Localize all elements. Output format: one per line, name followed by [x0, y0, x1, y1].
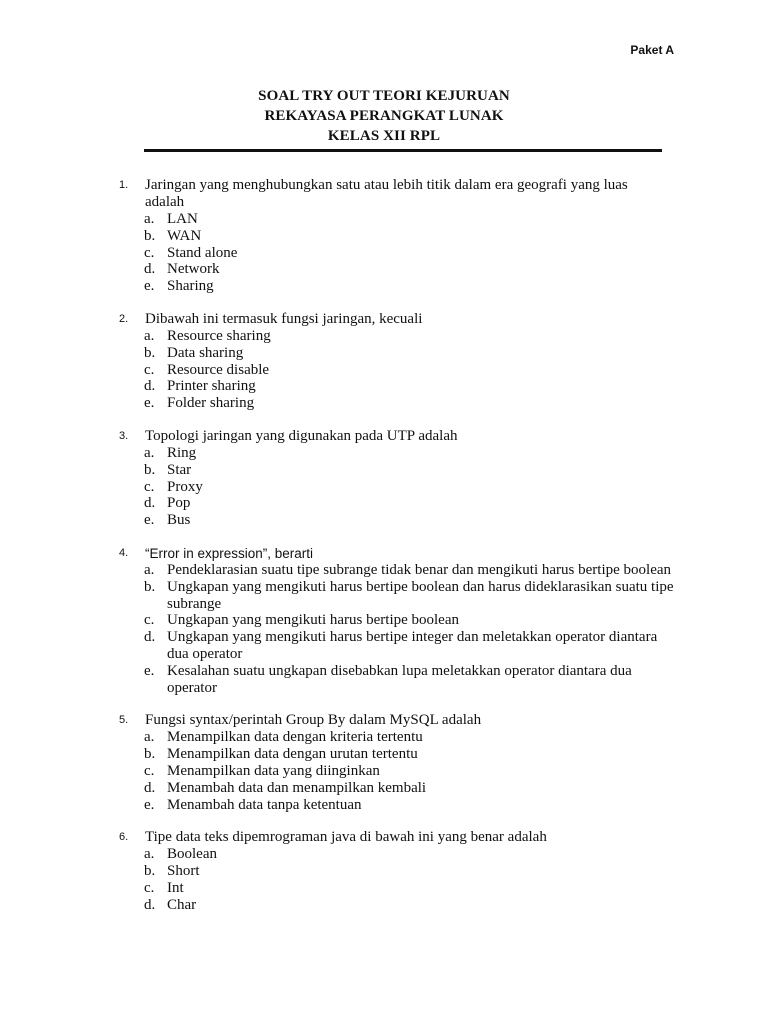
option-text: Short — [167, 863, 200, 880]
option-text: Resource sharing — [167, 327, 271, 344]
option-text: Stand alone — [167, 244, 238, 261]
header-divider — [144, 149, 662, 152]
option — [145, 345, 675, 362]
option — [145, 846, 675, 863]
option-text: Resource disable — [167, 361, 270, 378]
title-line-2: REKAYASA PERANGKAT LUNAK — [264, 108, 504, 124]
option — [145, 746, 675, 763]
option-label: a. — [144, 211, 155, 227]
option — [145, 245, 675, 262]
option-label: d. — [144, 779, 156, 796]
question-5 — [0, 712, 768, 813]
question-list — [0, 177, 768, 930]
option-label: e. — [144, 512, 155, 529]
option-label: c. — [144, 612, 155, 629]
option — [145, 663, 675, 697]
option-label: a. — [144, 561, 155, 578]
option-text: Ring — [167, 444, 197, 461]
option — [145, 863, 675, 880]
option-label: b. — [144, 227, 156, 244]
question-number: 1. — [119, 179, 129, 191]
question-6 — [0, 829, 768, 913]
option — [145, 729, 675, 746]
option-label: e. — [144, 796, 155, 813]
option-text: Kesalahan suatu ungkapan disebabkan lupa meletakkan operator diantara dua operator — [167, 662, 632, 696]
option-label: a. — [144, 846, 155, 863]
question-number: 6. — [119, 831, 129, 844]
option — [145, 228, 675, 245]
option-label: b. — [144, 863, 156, 880]
question-text: Topologi jaringan yang digunakan pada UTP adalah — [145, 427, 458, 444]
option-text: Menampilkan data yang diinginkan — [167, 762, 380, 779]
option-text: Boolean — [167, 846, 217, 863]
option — [145, 562, 675, 579]
option-label: d. — [144, 261, 156, 278]
option-label: b. — [144, 746, 156, 763]
option-text: Ungkapan yang mengikuti harus bertipe integer dan meletakkan operator diantara dua operator — [167, 629, 658, 662]
option-label: c. — [144, 478, 155, 495]
option — [145, 629, 675, 663]
option-label: c. — [144, 762, 155, 779]
option — [145, 278, 675, 295]
option — [145, 378, 675, 395]
option — [145, 880, 675, 897]
option — [145, 612, 675, 629]
option-text: LAN — [167, 211, 198, 227]
option-text: Menampilkan data dengan urutan tertentu — [167, 746, 418, 763]
option-text: Int — [167, 879, 184, 896]
option-label: c. — [144, 244, 155, 261]
option-text: WAN — [167, 227, 202, 244]
option — [145, 261, 675, 278]
question-text: Fungsi syntax/perintah Group By dalam MySQL adalah — [145, 712, 482, 729]
option-label: d. — [144, 896, 156, 913]
option — [145, 763, 675, 780]
title-line-1: SOAL TRY OUT TEORI KEJURUAN — [258, 88, 510, 104]
option-label: a. — [144, 729, 155, 746]
option-text: Printer sharing — [167, 378, 256, 395]
title-line-3: KELAS XII RPL — [327, 128, 441, 144]
option-text: Menampilkan data dengan kriteria tertentu — [167, 729, 423, 746]
option — [145, 797, 675, 814]
option-text: Ungkapan yang mengikuti harus bertipe boolean dan harus dideklarasikan suatu tipe subrange — [167, 578, 674, 612]
option-label: b. — [144, 461, 156, 478]
question-text: Jaringan yang menghubungkan satu atau lebih titik dalam era geografi yang luas adalah — [145, 177, 628, 210]
option-label: d. — [144, 378, 156, 395]
option — [145, 897, 675, 914]
option-label: e. — [144, 278, 155, 295]
document-header — [0, 86, 768, 146]
option-text: Sharing — [167, 278, 214, 295]
option — [145, 495, 675, 512]
question-1 — [0, 177, 768, 295]
option — [145, 211, 675, 228]
option-label: a. — [144, 327, 155, 344]
option-text: Pop — [167, 495, 191, 512]
option-text: Menambah data dan menampilkan kembali — [167, 779, 427, 796]
option-text: Char — [167, 896, 197, 913]
question-4 — [0, 545, 768, 696]
option — [145, 512, 675, 529]
option — [145, 445, 675, 462]
question-number: 3. — [119, 429, 129, 442]
question-number: 2. — [119, 312, 129, 325]
question-text: Dibawah ini termasuk fungsi jaringan, kecuali — [145, 310, 423, 327]
question-text: “Error in expression”, berarti — [145, 545, 314, 561]
option-text: Proxy — [167, 478, 203, 495]
question-2 — [0, 311, 768, 412]
option-label: c. — [144, 361, 155, 378]
option — [145, 328, 675, 345]
option-text: Menambah data tanpa ketentuan — [167, 796, 362, 813]
option-label: e. — [144, 395, 155, 412]
option — [145, 462, 675, 479]
option-label: d. — [144, 495, 156, 512]
question-3 — [0, 428, 768, 529]
option-text: Network — [167, 261, 220, 278]
option — [145, 479, 675, 496]
question-text: Tipe data teks dipemrograman java di bawah ini yang benar adalah — [145, 829, 547, 846]
option-text: Bus — [167, 512, 191, 529]
option-text: Data sharing — [167, 344, 244, 361]
paket-label: Paket A — [630, 43, 674, 57]
option — [145, 780, 675, 797]
option — [145, 395, 675, 412]
question-number: 4. — [119, 546, 129, 559]
option-label: b. — [144, 578, 156, 595]
question-number: 5. — [119, 714, 129, 727]
option-text: Pendeklarasian suatu tipe subrange tidak benar dan mengikuti harus bertipe boolean — [167, 561, 672, 578]
option-label: a. — [144, 444, 155, 461]
option — [145, 362, 675, 379]
option-label: e. — [144, 662, 155, 679]
option-label: b. — [144, 344, 156, 361]
option-label: d. — [144, 629, 156, 646]
option-text: Star — [167, 461, 192, 478]
option — [145, 579, 675, 613]
option-text: Ungkapan yang mengikuti harus bertipe boolean — [167, 612, 460, 629]
option-label: c. — [144, 879, 155, 896]
option-text: Folder sharing — [167, 395, 255, 412]
